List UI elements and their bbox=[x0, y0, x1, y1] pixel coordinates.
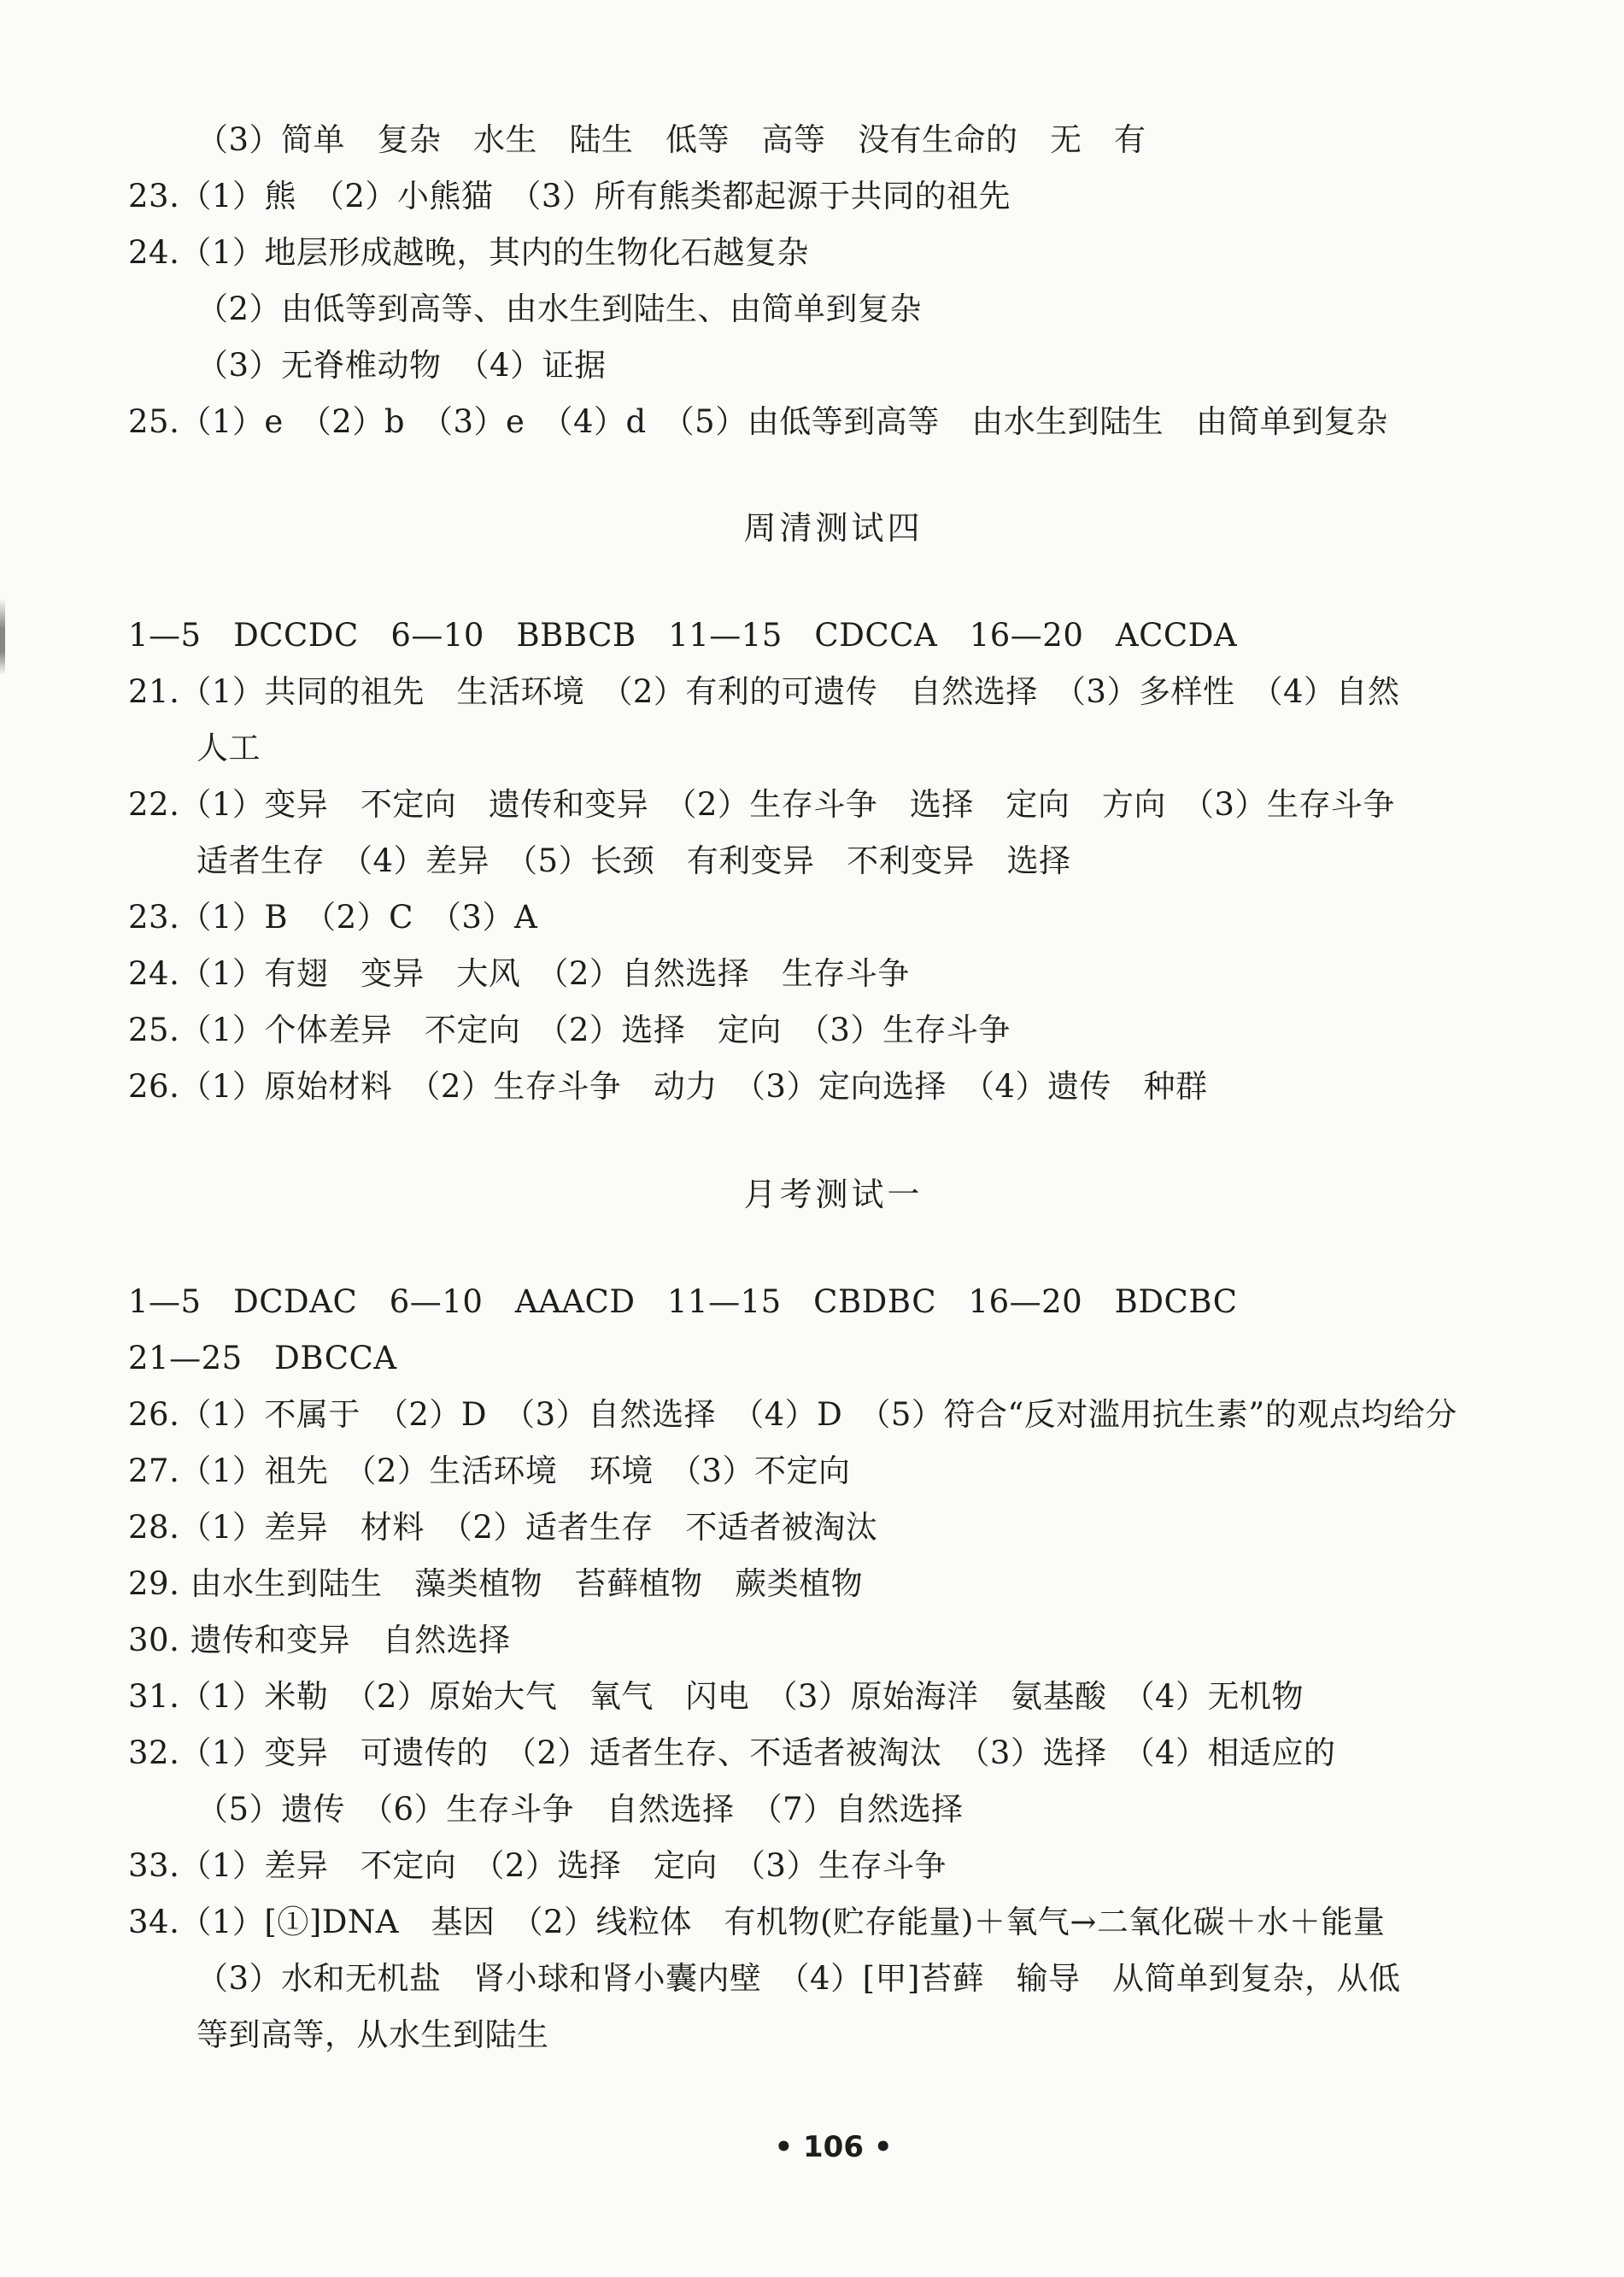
answer-line: 23.（1）B （2）C （3）A bbox=[128, 899, 538, 936]
answer-line: 人工 bbox=[196, 730, 261, 766]
answer-line: 24.（1）地层形成越晚，其内的生物化石越复杂 bbox=[128, 234, 809, 271]
scan-edge-mark bbox=[0, 598, 5, 675]
answer-line: 26.（1）原始材料 （2）生存斗争 动力 （3）定向选择 （4）遗传 种群 bbox=[128, 1068, 1208, 1105]
answer-line: 21—25 DBCCA bbox=[128, 1340, 397, 1376]
answer-line: （3）无脊椎动物 （4）证据 bbox=[196, 347, 607, 384]
answer-line: 32.（1）变异 可遗传的 （2）适者生存、不适者被淘汰 （3）选择 （4）相适应的 bbox=[128, 1734, 1336, 1771]
answer-line: 21.（1）共同的祖先 生活环境 （2）有利的可遗传 自然选择 （3）多样性 （4）自然 bbox=[128, 673, 1400, 710]
answer-line: 24.（1）有翅 变异 大风 （2）自然选择 生存斗争 bbox=[128, 955, 910, 992]
answer-line: 25.（1）个体差异 不定向 （2）选择 定向 （3）生存斗争 bbox=[128, 1012, 1011, 1048]
answer-line: 29. 由水生到陆生 藻类植物 苔藓植物 蕨类植物 bbox=[128, 1565, 864, 1602]
answer-line: （3）水和无机盐 肾小球和肾小囊内壁 （4）[甲]苔藓 输导 从简单到复杂，从低 bbox=[196, 1960, 1401, 1997]
answer-line: 33.（1）差异 不定向 （2）选择 定向 （3）生存斗争 bbox=[128, 1847, 947, 1884]
page-number: • 106 • bbox=[774, 2130, 893, 2164]
answer-line: 等到高等，从水生到陆生 bbox=[196, 2016, 549, 2053]
answer-line: 23.（1）熊 （2）小熊猫 （3）所有熊类都起源于共同的祖先 bbox=[128, 178, 1011, 214]
answer-line: 适者生存 （4）差异 （5）长颈 有利变异 不利变异 选择 bbox=[196, 842, 1071, 879]
answer-line: 34.（1）[①]DNA 基因 （2）线粒体 有机物(贮存能量)＋氧气→二氧化碳＋水＋能量 bbox=[128, 1904, 1386, 1940]
answer-line: 22.（1）变异 不定向 遗传和变异 （2）生存斗争 选择 定向 方向 （3）生存斗争 bbox=[128, 786, 1395, 823]
answer-line: 27.（1）祖先 （2）生活环境 环境 （3）不定向 bbox=[128, 1452, 851, 1489]
answer-line: 1—5 DCDAC 6—10 AAACD 11—15 CBDBC 16—20 BDCBC bbox=[128, 1283, 1238, 1320]
answer-line: 26.（1）不属于 （2）D （3）自然选择 （4）D （5）符合“反对滥用抗生素”的观点均给分 bbox=[128, 1396, 1457, 1433]
answer-line: 30. 遗传和变异 自然选择 bbox=[128, 1622, 511, 1658]
answer-line: （2）由低等到高等、由水生到陆生、由简单到复杂 bbox=[196, 290, 923, 327]
answer-line: 1—5 DCCDC 6—10 BBBCB 11—15 CDCCA 16—20 ACCDA bbox=[128, 617, 1238, 654]
section-title: 月考测试一 bbox=[743, 1176, 923, 1213]
answer-line: 31.（1）米勒 （2）原始大气 氧气 闪电 （3）原始海洋 氨基酸 （4）无机物 bbox=[128, 1678, 1304, 1715]
answer-line: 25.（1）e （2）b （3）e （4）d （5）由低等到高等 由水生到陆生 由简单到复杂 bbox=[128, 403, 1388, 440]
answer-line: （5）遗传 （6）生存斗争 自然选择 （7）自然选择 bbox=[196, 1791, 964, 1828]
section-title: 周清测试四 bbox=[743, 509, 923, 547]
answer-line: 28.（1）差异 材料 （2）适者生存 不适者被淘汰 bbox=[128, 1509, 878, 1546]
answer-line: （3）简单 复杂 水生 陆生 低等 高等 没有生命的 无 有 bbox=[196, 121, 1146, 158]
